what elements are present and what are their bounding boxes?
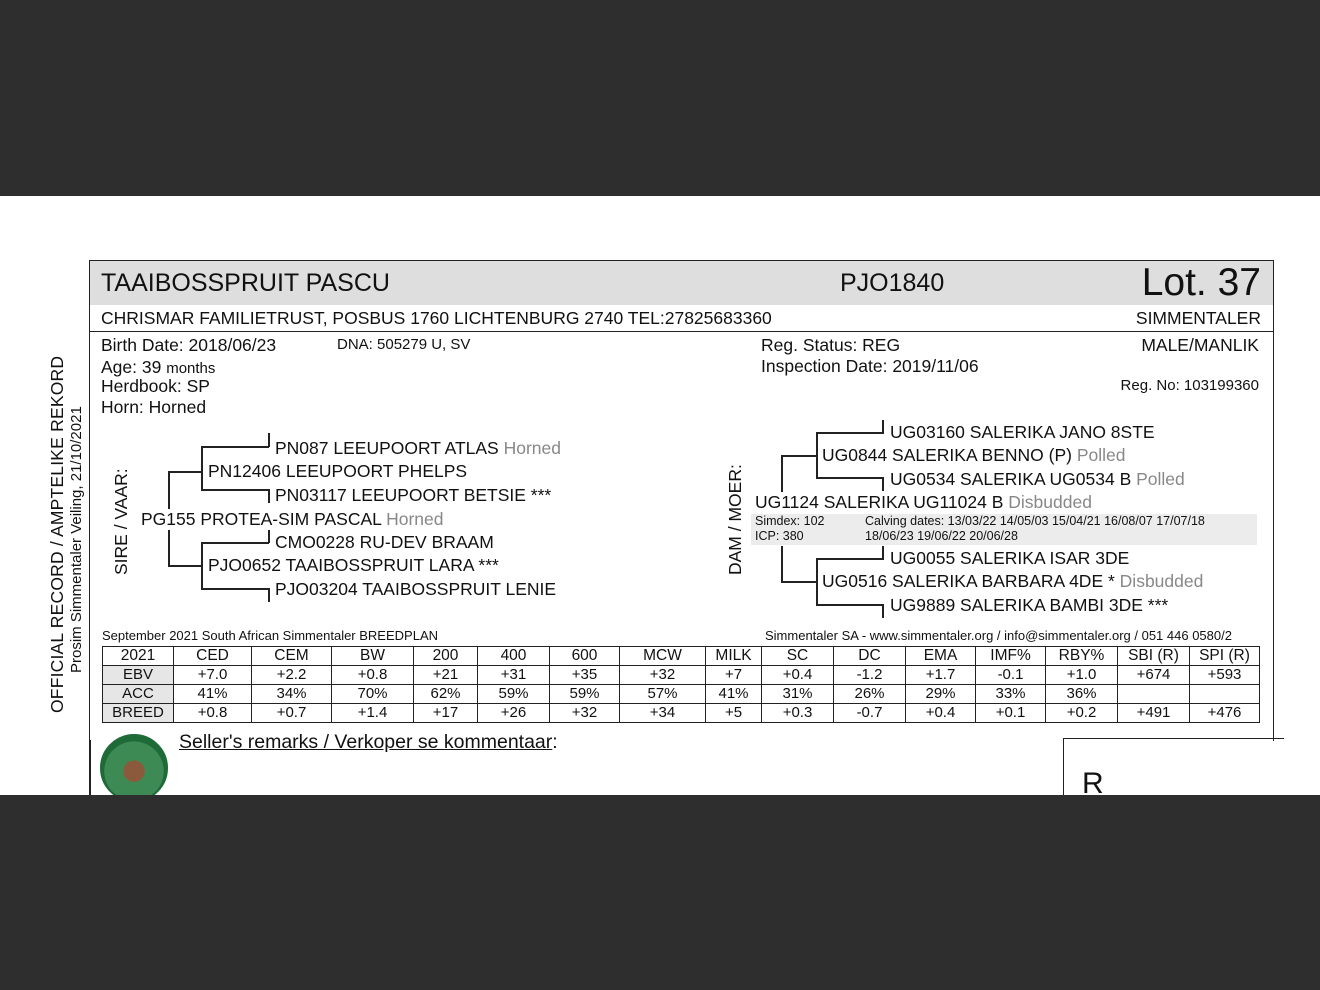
table-cell: 29% bbox=[906, 685, 976, 704]
sire-connector bbox=[201, 542, 269, 544]
table-cell: 59% bbox=[478, 685, 550, 704]
reg-number: Reg. No: 103199360 bbox=[1120, 377, 1259, 394]
table-cell bbox=[1118, 685, 1190, 704]
ebv-table bbox=[102, 646, 1260, 723]
card-left-border bbox=[89, 740, 91, 795]
animal-ident: PJO1840 bbox=[840, 269, 945, 297]
sire-main bbox=[141, 509, 444, 530]
dam-connector bbox=[882, 420, 884, 434]
sire-connector bbox=[268, 489, 270, 503]
dam-connector bbox=[781, 546, 783, 582]
dam-connector bbox=[816, 604, 883, 606]
dna-info: DNA: 505279 U, SV bbox=[337, 336, 471, 353]
dam-connector bbox=[882, 477, 884, 491]
row-label-cell: BREED bbox=[103, 704, 174, 723]
sire-connector bbox=[201, 489, 269, 491]
table-cell: +0.8 bbox=[174, 704, 252, 723]
table-cell: 200 bbox=[414, 647, 478, 666]
table-cell: +7 bbox=[706, 666, 762, 685]
sire-connector bbox=[201, 446, 203, 490]
table-cell: +1.0 bbox=[1046, 666, 1118, 685]
dam-label: DAM / MOER: bbox=[725, 464, 745, 575]
dam-connector bbox=[816, 558, 818, 605]
dam-connector bbox=[816, 432, 818, 478]
sire-sire: PN12406 LEEUPOORT PHELPS bbox=[208, 461, 468, 481]
row-label-cell: ACC bbox=[103, 685, 174, 704]
table-cell: -1.2 bbox=[834, 666, 906, 685]
pedigree-name: UG0516 SALERIKA BARBARA 4DE * bbox=[822, 571, 1115, 591]
table-cell: 59% bbox=[550, 685, 620, 704]
horn-tag: Polled bbox=[1136, 469, 1185, 489]
sire-sire-sire bbox=[275, 438, 561, 459]
age bbox=[101, 357, 215, 378]
table-cell: CED bbox=[174, 647, 252, 666]
table-cell: RBY% bbox=[1046, 647, 1118, 666]
table-cell: +7.0 bbox=[174, 666, 252, 685]
document-page bbox=[0, 196, 1320, 795]
sire-connector bbox=[268, 433, 270, 447]
lot-number: Lot. 37 bbox=[1141, 261, 1261, 304]
table-cell: 600 bbox=[550, 647, 620, 666]
dam-connector bbox=[781, 455, 783, 493]
dam-connector bbox=[816, 558, 883, 560]
sire-connector bbox=[168, 471, 203, 473]
card-header bbox=[90, 261, 1273, 306]
table-cell: 33% bbox=[976, 685, 1046, 704]
table-cell: +0.7 bbox=[252, 704, 332, 723]
table-cell: MILK bbox=[706, 647, 762, 666]
table-cell: DC bbox=[834, 647, 906, 666]
table-cell bbox=[1190, 685, 1260, 704]
table-cell: +21 bbox=[414, 666, 478, 685]
pedigree-name: UG0844 SALERIKA BENNO (P) bbox=[822, 445, 1072, 465]
pedigree-name: UG0534 SALERIKA UG0534 B bbox=[890, 469, 1132, 489]
dam-connector bbox=[781, 455, 817, 457]
horn-tag: Horned bbox=[386, 509, 444, 529]
pedigree-name: PG155 PROTEA-SIM PASCAL bbox=[141, 509, 382, 529]
table-cell: +17 bbox=[414, 704, 478, 723]
remarks-box bbox=[1063, 738, 1284, 795]
table-cell: +0.8 bbox=[332, 666, 414, 685]
table-cell: -0.1 bbox=[976, 666, 1046, 685]
sire-sire-dam: PN03117 LEEUPOORT BETSIE *** bbox=[275, 485, 552, 505]
table-cell: MCW bbox=[620, 647, 706, 666]
dam-connector bbox=[882, 546, 884, 560]
sire-dam-sire: CMO0228 RU-DEV BRAAM bbox=[275, 532, 494, 552]
table-cell: +0.3 bbox=[762, 704, 834, 723]
table-cell: EMA bbox=[906, 647, 976, 666]
dam-sire-sire: UG03160 SALERIKA JANO 8STE bbox=[890, 422, 1155, 442]
remarks-box-letter: R bbox=[1082, 767, 1104, 795]
table-cell: +0.4 bbox=[906, 704, 976, 723]
table-cell: +593 bbox=[1190, 666, 1260, 685]
table-cell: +1.4 bbox=[332, 704, 414, 723]
calving-dates-cont: 18/06/23 19/06/22 20/06/28 bbox=[865, 529, 1018, 543]
table-cell: 70% bbox=[332, 685, 414, 704]
table-cell: BW bbox=[332, 647, 414, 666]
horn-tag: Disbudded bbox=[1008, 492, 1092, 512]
table-cell: +2.2 bbox=[252, 666, 332, 685]
pedigree-name: PN087 LEEUPOORT ATLAS bbox=[275, 438, 499, 458]
dam-sire bbox=[822, 445, 1126, 466]
animal-name: TAAIBOSSPRUIT PASCU bbox=[101, 269, 390, 297]
table-cell: SC bbox=[762, 647, 834, 666]
sire-connector bbox=[201, 542, 203, 589]
dam-sire-dam bbox=[890, 469, 1185, 490]
sale-label: Prosim Simmentaler Veiling, 21/10/2021 bbox=[68, 406, 85, 673]
sire-dam-dam: PJO03204 TAAIBOSSPRUIT LENIE bbox=[275, 579, 557, 599]
official-record-label: OFFICIAL RECORD / AMPTELIKE REKORD bbox=[47, 355, 67, 713]
sire-connector bbox=[268, 529, 270, 543]
table-cell: +31 bbox=[478, 666, 550, 685]
table-cell: +34 bbox=[620, 704, 706, 723]
table-cell: +35 bbox=[550, 666, 620, 685]
breed-row bbox=[103, 704, 1260, 723]
icp: ICP: 380 bbox=[755, 529, 804, 543]
sire-label: SIRE / VAAR: bbox=[111, 468, 131, 575]
table-cell: 31% bbox=[762, 685, 834, 704]
pedigree-name: UG1124 SALERIKA UG11024 B bbox=[755, 492, 1004, 512]
table-cell: +32 bbox=[550, 704, 620, 723]
remarks-text: Seller's remarks / Verkoper se kommentaar bbox=[179, 731, 553, 753]
table-cell: CEM bbox=[252, 647, 332, 666]
table-cell: -0.7 bbox=[834, 704, 906, 723]
owner-line: CHRISMAR FAMILIETRUST, POSBUS 1760 LICHTENBURG 2740 TEL:27825683360 bbox=[101, 308, 772, 328]
table-cell: 26% bbox=[834, 685, 906, 704]
table-cell: +5 bbox=[706, 704, 762, 723]
sire-connector bbox=[201, 446, 269, 448]
dam-dam bbox=[822, 571, 1203, 592]
birth-date: Birth Date: 2018/06/23 bbox=[101, 335, 277, 355]
simmentaler-logo bbox=[100, 734, 168, 795]
remarks-colon: : bbox=[552, 731, 558, 753]
age-unit: months bbox=[166, 360, 216, 377]
reg-status: Reg. Status: REG bbox=[761, 335, 901, 355]
table-cell: +674 bbox=[1118, 666, 1190, 685]
row-label-cell: 2021 bbox=[103, 647, 174, 666]
table-cell: +0.4 bbox=[762, 666, 834, 685]
table-cell: IMF% bbox=[976, 647, 1046, 666]
herdbook: Herdbook: SP bbox=[101, 376, 210, 396]
table-cell: SPI (R) bbox=[1190, 647, 1260, 666]
dam-connector bbox=[781, 581, 817, 583]
ebv-header-row bbox=[103, 647, 1260, 666]
dam-main bbox=[755, 492, 1092, 513]
breed-name: SIMMENTALER bbox=[1135, 308, 1261, 328]
row-label-cell: EBV bbox=[103, 666, 174, 685]
age-value: Age: 39 bbox=[101, 357, 162, 377]
table-cell: +26 bbox=[478, 704, 550, 723]
table-cell: 57% bbox=[620, 685, 706, 704]
dam-dam-dam: UG9889 SALERIKA BAMBI 3DE *** bbox=[890, 595, 1169, 615]
table-cell: 36% bbox=[1046, 685, 1118, 704]
dam-dam-sire: UG0055 SALERIKA ISAR 3DE bbox=[890, 548, 1130, 568]
horn-tag: Horned bbox=[503, 438, 561, 458]
table-cell: +0.2 bbox=[1046, 704, 1118, 723]
table-cell: +1.7 bbox=[906, 666, 976, 685]
table-cell: +32 bbox=[620, 666, 706, 685]
owner-bar bbox=[90, 305, 1273, 332]
sire-dam: PJO0652 TAAIBOSSPRUIT LARA *** bbox=[208, 555, 499, 575]
calving-dates: Calving dates: 13/03/22 14/05/03 15/04/21 16/08/07 17/07/18 bbox=[865, 514, 1205, 528]
inspection-date: Inspection Date: 2019/11/06 bbox=[761, 356, 979, 376]
table-cell: 34% bbox=[252, 685, 332, 704]
table-cell: +491 bbox=[1118, 704, 1190, 723]
table-cell: SBI (R) bbox=[1118, 647, 1190, 666]
table-cell: +476 bbox=[1190, 704, 1260, 723]
remarks-label bbox=[179, 731, 558, 754]
table-cell: 41% bbox=[706, 685, 762, 704]
dam-connector bbox=[882, 604, 884, 618]
horn-tag: Disbudded bbox=[1119, 571, 1204, 591]
sire-connector bbox=[168, 565, 203, 567]
sire-connector bbox=[268, 588, 270, 602]
horn-status: Horn: Horned bbox=[101, 397, 207, 417]
sex: MALE/MANLIK bbox=[1141, 335, 1259, 355]
table-cell: 400 bbox=[478, 647, 550, 666]
ebv-row bbox=[103, 666, 1260, 685]
table-cell: +0.1 bbox=[976, 704, 1046, 723]
acc-row bbox=[103, 685, 1260, 704]
table-cell: 62% bbox=[414, 685, 478, 704]
simdex: Simdex: 102 bbox=[755, 514, 825, 528]
dam-connector bbox=[816, 432, 883, 434]
table-cell: 41% bbox=[174, 685, 252, 704]
horn-tag: Polled bbox=[1076, 445, 1126, 465]
breedplan-caption: September 2021 South African Simmentaler BREEDPLAN bbox=[102, 628, 439, 643]
dam-connector bbox=[816, 477, 883, 479]
sire-connector bbox=[201, 588, 269, 590]
contact-caption: Simmentaler SA - www.simmentaler.org / info@simmentaler.org / 051 446 0580/2 bbox=[765, 628, 1232, 643]
